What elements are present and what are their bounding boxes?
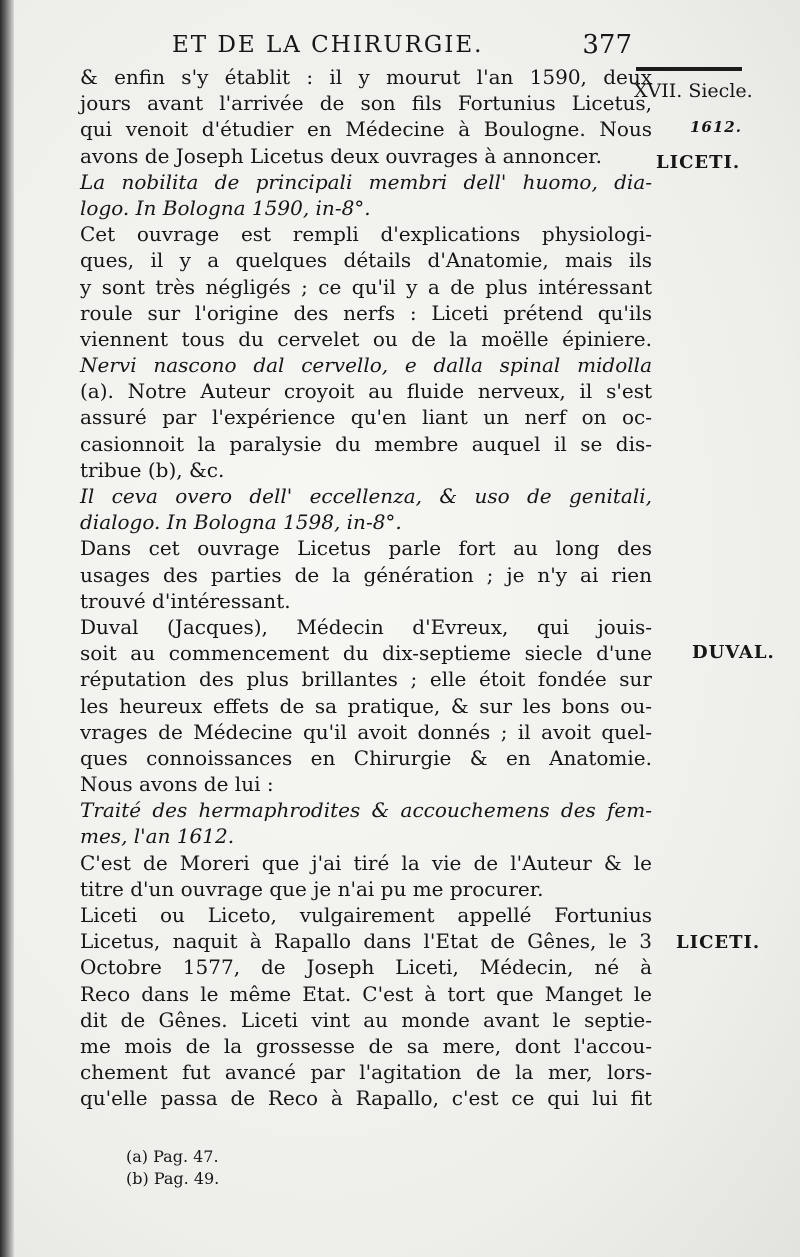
text-line: tribue (b), &c. (80, 457, 225, 482)
text-line: roule sur l'origine des nerfs : Liceti prétend qu'ils (80, 300, 652, 325)
text-line: & enfin s'y établit : il y mourut l'an 1590, deux (80, 65, 652, 89)
text-line: chement fut avancé par l'agitation de la mer, lors- (80, 1060, 652, 1085)
binding-gutter (0, 0, 14, 1257)
margin-name-liceti: LICETI. (656, 152, 741, 173)
text-line: me mois de la grossesse de sa mere, dont l'accou- (80, 1033, 652, 1058)
text-line: Licetus, naquit à Rapallo dans l'Etat de Gênes, le 3 (80, 929, 652, 954)
text-line: soit au commencement du dix-septieme siecle d'une (80, 641, 652, 666)
text-line: ques connoissances en Chirurgie & en Anatomie. (80, 745, 652, 770)
body-text (80, 64, 652, 1112)
text-line: viennent tous du cervelet ou de la moëlle épiniere. (80, 326, 652, 351)
footnote: (a) Pag. 47. (126, 1147, 219, 1166)
text-line: Traité des hermaphrodites & accouchemens des fem- (80, 798, 652, 823)
text-line: jours avant l'arrivée de son fils Fortunius Licetus, (80, 91, 652, 116)
text-line: vrages de Médecine qu'il avoit donnés ; il avoit quel- (80, 719, 652, 744)
footnote: (b) Pag. 49. (126, 1169, 220, 1188)
text-line: C'est de Moreri que j'ai tiré la vie de l'Auteur & le (80, 850, 652, 875)
text-line: La nobilita de principali membri dell' huomo, dia- (80, 169, 652, 194)
text-line: réputation des plus brillantes ; elle étoit fondée sur (80, 667, 652, 692)
text-line: Nous avons de lui : (80, 772, 274, 797)
text-line: dialogo. In Bologna 1598, in-8°. (80, 510, 402, 535)
text-line: usages des parties de la génération ; je n'y ai rien (80, 562, 652, 587)
text-line: dit de Gênes. Liceti vint au monde avant le septie- (80, 1007, 652, 1032)
margin-century: XVII. Siecle. (634, 80, 753, 102)
text-line: ques, il y a quelques détails d'Anatomie, mais ils (80, 248, 652, 273)
text-line: Cet ouvrage est rempli d'explications physiologi- (80, 222, 652, 247)
text-line: Liceti ou Liceto, vulgairement appellé Fortunius (80, 903, 652, 927)
margin-year: 1612. (690, 118, 742, 136)
margin-name-duval: DUVAL. (692, 642, 775, 663)
text-line: Reco dans le même Etat. C'est à tort que Manget le (80, 981, 652, 1006)
text-line: Duval (Jacques), Médecin d'Evreux, qui jouis- (80, 614, 652, 639)
text-line: trouvé d'intéressant. (80, 588, 291, 613)
text-line: Il ceva overo dell' eccellenza, & uso de genitali, (80, 484, 652, 508)
text-line: qu'elle passa de Reco à Rapallo, c'est ce qui lui fit (80, 1086, 652, 1111)
text-line: y sont très négligés ; ce qu'il y a de plus intéressant (80, 274, 652, 299)
text-line: les heureux effets de sa pratique, & sur les bons ou- (80, 693, 652, 718)
text-line: (a). Notre Auteur croyoit au fluide nerveux, il s'est (80, 379, 652, 404)
text-line: Nervi nascono dal cervello, e dalla spinal midolla (80, 353, 652, 378)
text-line: casionnoit la paralysie du membre auquel il se dis- (80, 431, 652, 456)
text-line: qui venoit d'étudier en Médecine à Boulogne. Nous (80, 117, 652, 142)
running-head-title: ET DE LA CHIRURGIE. (172, 32, 484, 58)
running-head (172, 30, 632, 66)
text-line: logo. In Bologna 1590, in-8°. (80, 195, 371, 220)
text-line: titre d'un ouvrage que je n'ai pu me procurer. (80, 876, 544, 901)
text-line: avons de Joseph Licetus deux ouvrages à annoncer. (80, 143, 602, 168)
text-line: assuré par l'expérience qu'en liant un nerf on oc- (80, 405, 652, 430)
page-number: 377 (582, 30, 632, 60)
text-line: mes, l'an 1612. (80, 824, 235, 849)
margin-name-liceti-2: LICETI. (676, 932, 761, 953)
text-line: Dans cet ouvrage Licetus parle fort au long des (80, 536, 652, 561)
footnotes (126, 1146, 366, 1190)
text-line: Octobre 1577, de Joseph Liceti, Médecin, né à (80, 955, 652, 980)
